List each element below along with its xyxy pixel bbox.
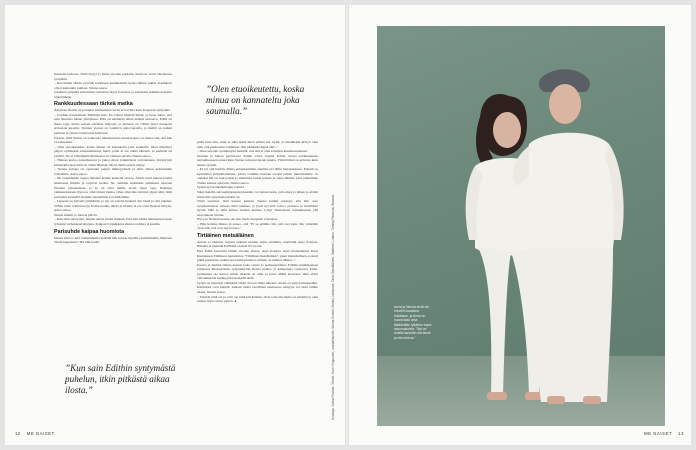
section-heading-parisuhde: Parisuhde kaipaa huomiota — [54, 228, 125, 235]
column-b-paragraph-11: Kun Edith kasvettin tämän vuoden alussa, Anja Pohjola lauoi tilaisuudessa Kirsi Kunnaksen Tiitiäisen tuutulaulua "Tiitiäinen metsäläinen", pieni mennäsilleen, ponteit pikki puolulasa, nukka nuoraomppaannuu, uninde on niemet tillulei..." — [197, 249, 318, 263]
column-a-paragraph-11: Nenna miettii jo tulevia päiviä. — [54, 212, 98, 217]
column-b-paragraph-5: Syöpä syö konkaikeltajan voimia. — [197, 185, 245, 190]
column-b-paragraph-14-text: – Ystävät niitä ole ja vaiti ole niitä kiti kriisisä. Ovat tolin mä mulla on herkiltä ja olen saanut myös aivan paljon. — [197, 294, 318, 304]
column-a-paragraph-7: – Haluan kertoa kokemastani ja jakaa sitten jonkinlaista vertaistukea. Kiristyttyä kivinkahta nien mitä on vitsin läheisiä. Myös meitä suuria täytyy. — [54, 158, 172, 167]
column-b-paragraph-9: – Hän kohdaa minua ja sanoo, että "Et se ettäätte äiti, että olet kuja. Me välietään vaan sitä, että ovat nyt kotona." — [197, 221, 318, 231]
column-a-intro: mussalla kehossa. Niitä löytyi jo viime vuoden puolella, mutta ne eivät vikaanneet syöpiään. — [54, 72, 172, 81]
pull-quote-bottom: ”Kun sain Edithin syntymästä puhelun, itkin pitkästä aikaa ilosta.” — [65, 363, 176, 395]
pull-quote-top: ”Olen etuoikeutettu, koska minua on kannateltu joka saumalla.” — [206, 84, 305, 116]
column-a-paragraph-5: Parasta, mitä Nenna on valkeassa tilanteessaan saanut kokea, on tuntea sitä, että hän on rakastettu. — [54, 135, 172, 145]
article-column-b — [197, 140, 318, 430]
column-b-paragraph-7: Tästä saattaisi, lisin kanssa kuuluu. Nenna hankii sokkoja, että hän osaa syöpäsairaanaa toiveaa mitä tuhansa, ja juuri nyt hän toivoo perheen ja maailman hyvää. Hän ja tällä haluaa tarinan kuuluu. Lyhyt Nennaneen lausumissaan yhä elopoukean lavalle. — [197, 199, 318, 217]
photo-caption: Anna ja Nenna eivät ole ennekin kaukana toisistaan, ja Anna on vuoraviaan aina täkäänlään tyttärien myös tavunsakoisia. "Nyt on todella tarkeää olla läsnä ja olla tukena." — [394, 305, 432, 340]
column-b-paragraph-4: – Ei voi sitä kieltää. Mutta ennenkaamme olemme nyt tällin kirjoneksessa. Edessä on kynnemen tirmpältamanna, joissa voimme kaalaan vuoksi puhua tunteistamme. Ja onneksi äiti on tuut paljon ja mieluiten lasten kanssa ja aiana lähellä, jotta pääsemme Tomin kanssa ajaaosin, Nenna sanoo. — [197, 167, 318, 185]
column-a-paragraph-1: – Korvitellin silloin syöville levinneen keuhkoihini, koska minua yskitti. Keuhkoni olivat kuitenkin puhtaat, Nenna sanoo. — [54, 81, 172, 90]
column-b-paragraph-6: Siksi meidän sairausjärjestenteydessään voi tuntua kutta, joita mies ja hänen ja elämä muotoilla syöpäsairaanaksi on. — [197, 190, 318, 199]
column-a-paragraph-2: Jokainen syöpään sairastunut sairastuu myös hoitonsa ja sairauden kaikkia kehonsa tuntemuksia. — [54, 90, 172, 99]
page-number-right: 13 — [678, 431, 684, 436]
photo-credit: Kuvaaja: Jukka Ruuska. Tekstit: Harri Hoppunen, sosiaalihuolto: Sanna Kivistö. Meikki, kampaus: Taira Vepsäläinen. Vaatteet: Lindex, Tommy Ramona, Bonario. — [331, 193, 335, 420]
column-b-paragraph-14 — [197, 295, 318, 304]
column-b-paragraph-1: pitää mua niin, kuin et tiinä ikinä ikinä päästä irti, kyllä, ja mielikekin kläryn vain niin, että puukotaan vanhiinsa, niin päätkeiki kipeä silti..." — [197, 140, 318, 149]
column-b-paragraph-8: Hyvyys Nennan kanssa ole nuo myös Kasperin toiveensa. — [197, 217, 279, 222]
column-a-paragraph-13: Nenna kertoo, että vaikeimmalla hetkillä hän soittaa täysillä vanhemmallis, Behraan Tiiolä kappaletta "Nii lähi kolää. — [54, 235, 172, 245]
column-a-paragraph-10: – Lapsesti on helvetti ymmärtää, ja nyt on todella herkeni olla läsnä ja olla tuksina. Vähän tulee voimavaroja, koska tiedän, tältän ja tilanne ei ole vain Nennaa liittyen, Anna sanoo. — [54, 199, 172, 213]
column-b-paragraph-12: Kaasta ja Iterkkä tilassa kokosi koko suvun ja perheenystiäen. Edithin Kummeekosi ruhjeessa kilsuaertiarin syöpänäiyttin Rosna nuuka- ja kampanjaa vuoteesta. Pieni, syöhennen ole kertoi, miten tärkeää on ollut ja fonta äitillä kaavessa, mitä elävä vahvuuksiaan herkkyyden keskellä aitää. — [197, 262, 318, 281]
magazine-name-right: ME NAISET — [644, 431, 673, 436]
end-mark: ● — [234, 299, 237, 304]
column-a-paragraph-12: – Kun tänä selviydyn, haluan auttaa muita ihmisiä. Että hän edistä tilannestaan neen työssäni varhaiskasvattajana. Kahpan työpaikkani aiksna toulmaa ja kesään. — [54, 217, 172, 226]
folio-right — [638, 431, 684, 436]
page-number-left: 12 — [15, 431, 21, 436]
column-a-paragraph-8: – Nenna sairaus on opettanut paljon ihmisyydestä ja siitä, miten kohtaamme toisiamme, Anna sanoo. — [54, 167, 172, 176]
portrait-illustration — [377, 26, 665, 426]
column-b-paragraph-10: Annan ja Nennan laajaan sukuun kuuluu myös mumma, näyttelijä Anja Pohjola. Hänellä ja pienellä Edithillä on ikää 93 vuotta. — [197, 239, 318, 249]
section-heading-tiitiainen: Tirtiäinen metsäläinen — [197, 232, 254, 239]
column-a-paragraph-3: Äitiyteen Nenna on joutunut sulttaamaan aivan eri tavalla kuin Kasperin syntymää. — [54, 108, 171, 113]
column-a-paragraph-4: – Jouduin irtautumaan Edithistä heti. En voinut imettää häntä, ja kerst aikaa, että sain huolesta hänen ylletyksen. Hän oli emännän aikaa äidissä seuraava. Edith on ihana tapa, mutta sairaat edelleen helposti, ja pienesti on väliltä lyhyt Kasperin aivisatala kuosiin. Tuntien vieraat on vauhtivn paitovapaalla, ja meillä on kaikki perheen ja suvun voimavarat käytössä. — [54, 112, 172, 136]
column-b-paragraph-13: Syöpä on täyttänyt elämänsä vihtet arvoon tiilen läheiset, mutta on paljon muuttaakin. Kittänsäot ovat heittää, samoin niistä tavallinen suutteessa tuliajoja voi tuttu tälläin lasten, Nenna sanoo. — [197, 280, 318, 294]
article-column-a — [54, 72, 172, 357]
column-b-paragraph-3: Nennan ja hänen puolisonsa Tomin vanra vaijuut kolme vuotta korkinanneen parisuhteeseen ennen kuin Nenna sairastui nieten kuutta. Ylistölöinsä on erilaista kuin ennen syöpää. — [197, 153, 318, 167]
magazine-name-left: ME NAISET — [26, 431, 55, 436]
column-a-paragraph-6: – Olen etuoikeutettu, koska minua on kannateltu joka saumalla. Olen miettinyt paljon sydäänkin sairastumistani, heitä, joilla ei ole eikää läheisiä, ei perheitä tai ystäviä. Ne ei välttämättä ihmisenaa on vaikeaa selvitä, Nenna sanoo. — [54, 144, 172, 158]
column-a-paragraph-9: – On onnennäisin tapoja läheistä kriisin keskellä olevaa. Jotkut eivät haluaa kuulla tilanteesta mitään ja torjuvat tieden. Ne olemme kuitenkin puhtaneet suuraan Nennan sairauudesta, ja se on ollut meille aivan oikea tapa. Kaikissa vaikkaudessaan täysi on ollut tärkeä matka. Olen ollut niin hirveän ylpeä siitä, mitä sairauden keskellä olemme itsellemme ja toisillemme. — [54, 176, 172, 199]
column-b-paragraph-2: – Olen sanonut syöhännyttä hetkillä, että sitä ei aina soitellen kuunnaaaanneen. — [197, 149, 308, 154]
folio-left — [15, 431, 61, 436]
section-heading-matka: Rankkuudessaan tärkeä matka — [54, 101, 133, 108]
article-photo — [377, 26, 665, 426]
